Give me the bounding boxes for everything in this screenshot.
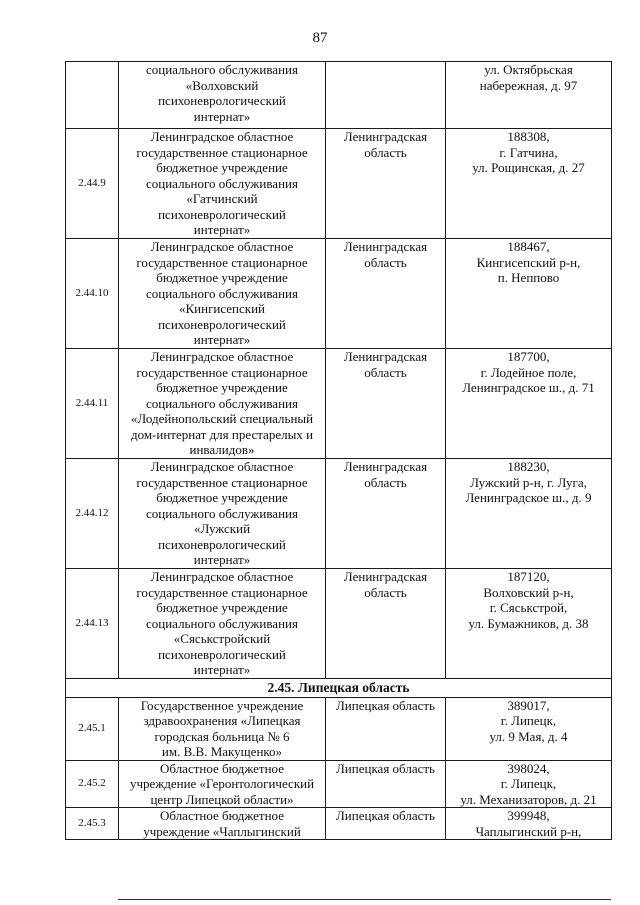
institution-name-line: социального обслуживания bbox=[146, 505, 298, 521]
institution-name-line: «Лужский bbox=[193, 521, 251, 536]
institution-name-line: «Гатчинский bbox=[186, 191, 258, 206]
address-line: 188308, bbox=[507, 129, 550, 144]
row-number: 2.44.13 bbox=[66, 569, 119, 679]
institution-name-line: социального обслуживания bbox=[146, 615, 298, 631]
institution-name bbox=[119, 569, 326, 679]
institution-name-line: Областное бюджетное bbox=[160, 760, 284, 776]
institution-name-line: учреждение «Геронтологический bbox=[129, 776, 315, 791]
institution-name bbox=[119, 239, 326, 349]
region: Ленинградская область bbox=[326, 239, 446, 349]
institution-name-line: Ленинградское областное bbox=[150, 569, 294, 584]
institution-name-line: психоневрологический bbox=[158, 316, 286, 332]
institution-name bbox=[119, 349, 326, 459]
address bbox=[446, 239, 612, 349]
address-line: 399948, bbox=[507, 808, 550, 823]
institution-name-line: городская больница № 6 bbox=[154, 728, 290, 744]
institution-name-line: государственное стационарное bbox=[136, 474, 308, 490]
institutions-table bbox=[65, 61, 612, 840]
institution-name-line: государственное стационарное bbox=[136, 254, 308, 270]
address bbox=[446, 459, 612, 569]
region: Ленинградская область bbox=[326, 129, 446, 239]
institution-name-line: интернат» bbox=[193, 552, 251, 567]
institution-name-line: Ленинградское областное bbox=[150, 349, 294, 364]
address-line: п. Неппово bbox=[497, 270, 560, 285]
row-number bbox=[66, 62, 119, 129]
row-number: 2.44.12 bbox=[66, 459, 119, 569]
institution-name-line: психоневрологический bbox=[158, 536, 286, 552]
page-bottom-rule bbox=[118, 899, 611, 900]
address bbox=[446, 760, 612, 808]
address-line: Кингисепский р-н, bbox=[476, 254, 581, 270]
row-number: 2.44.10 bbox=[66, 239, 119, 349]
institution-name-line: психоневрологический bbox=[158, 93, 286, 108]
row-number: 2.45.3 bbox=[66, 808, 119, 840]
institution-name-line: интернат» bbox=[193, 662, 251, 677]
address-line: 389017, bbox=[507, 697, 550, 713]
institution-name-line: социального обслуживания bbox=[146, 285, 298, 301]
address-line: Волховский р-н, bbox=[483, 584, 574, 600]
institution-name-line: Государственное учреждение bbox=[140, 697, 304, 713]
institution-name-line: бюджетное учреждение bbox=[156, 380, 288, 395]
institution-name-line: интернат» bbox=[193, 332, 251, 347]
address-line: 187120, bbox=[507, 569, 550, 584]
institution-name-line: бюджетное учреждение bbox=[156, 270, 288, 285]
institution-name-line: им. В.В. Макущенко» bbox=[161, 744, 283, 759]
institution-name-line: дом-интернат для престарелых и bbox=[130, 426, 314, 442]
institution-name-line: «Лодейнопольский специальный bbox=[130, 411, 314, 426]
table-row bbox=[66, 349, 612, 459]
address bbox=[446, 808, 612, 840]
institution-name-line: государственное стационарное bbox=[136, 584, 308, 600]
institution-name-line: здравоохранения «Липецкая bbox=[143, 713, 301, 728]
row-number: 2.45.2 bbox=[66, 760, 119, 808]
address-line: ул. Механизаторов, д. 21 bbox=[460, 791, 597, 807]
address-line: Лужский р-н, г. Луга, bbox=[470, 474, 587, 490]
address-line: Ленинградское ш., д. 71 bbox=[462, 380, 595, 395]
institution-name-line: психоневрологический bbox=[158, 206, 286, 222]
institution-name-line: государственное стационарное bbox=[136, 144, 308, 160]
table-row bbox=[66, 760, 612, 808]
address bbox=[446, 569, 612, 679]
address-line: Ленинградское ш., д. 9 bbox=[465, 490, 592, 505]
table-row bbox=[66, 459, 612, 569]
table-row bbox=[66, 808, 612, 840]
address-line: ул. Бумажников, д. 38 bbox=[468, 615, 589, 631]
address bbox=[446, 129, 612, 239]
address-line: г. Липецк, bbox=[500, 776, 557, 791]
region: Липецкая область bbox=[326, 760, 446, 808]
institution-name-line: Ленинградское областное bbox=[150, 459, 294, 474]
table-row bbox=[66, 129, 612, 239]
address-line: Чаплыгинский р-н, bbox=[475, 823, 582, 839]
institution-name-line: «Сяськстройский bbox=[173, 631, 271, 646]
institution-name-line: интернат» bbox=[193, 222, 251, 237]
table-row bbox=[66, 697, 612, 760]
row-number: 2.44.11 bbox=[66, 349, 119, 459]
address bbox=[446, 349, 612, 459]
institution-name-line: бюджетное учреждение bbox=[156, 160, 288, 175]
institution-name-line: социального обслуживания bbox=[146, 175, 298, 191]
institution-name-line: Ленинградское областное bbox=[150, 129, 294, 144]
region: Ленинградская область bbox=[326, 569, 446, 679]
institution-name-line: центр Липецкой области» bbox=[150, 791, 294, 807]
institution-name-line: социального обслуживания bbox=[146, 395, 298, 411]
row-number: 2.44.9 bbox=[66, 129, 119, 239]
address-line: г. Липецк, bbox=[500, 713, 557, 728]
address-line: г. Гатчина, bbox=[499, 144, 558, 160]
row-number: 2.45.1 bbox=[66, 697, 119, 760]
region: Липецкая область bbox=[326, 697, 446, 760]
table-row bbox=[66, 239, 612, 349]
address-line: ул. Рощинская, д. 27 bbox=[472, 160, 585, 175]
institution-name-line: Областное бюджетное bbox=[160, 808, 284, 823]
institution-name bbox=[119, 760, 326, 808]
institution-name-line: психоневрологический bbox=[158, 646, 286, 662]
address-line: 187700, bbox=[507, 349, 550, 364]
region: Липецкая область bbox=[326, 808, 446, 840]
page-number: 87 bbox=[312, 30, 328, 46]
institution-name-line: «Кингисепский bbox=[178, 301, 266, 316]
address bbox=[446, 62, 612, 129]
table-row bbox=[66, 62, 612, 129]
institution-name-line: «Волховский bbox=[185, 77, 259, 93]
institution-name-line: инвалидов» bbox=[189, 442, 255, 457]
region: Ленинградская область bbox=[326, 459, 446, 569]
address-line: ул. 9 Мая, д. 4 bbox=[489, 728, 568, 744]
section-header-row bbox=[66, 679, 612, 698]
institution-name bbox=[119, 62, 326, 129]
table-row bbox=[66, 569, 612, 679]
institution-name-line: социального обслуживания bbox=[146, 62, 298, 77]
institution-name-line: Ленинградское областное bbox=[150, 239, 294, 254]
address-line: 398024, bbox=[507, 760, 550, 776]
institution-name bbox=[119, 129, 326, 239]
region bbox=[326, 62, 446, 129]
institution-name-line: бюджетное учреждение bbox=[156, 490, 288, 505]
address-line: 188467, bbox=[507, 239, 550, 254]
address-line: г. Лодейное поле, bbox=[480, 364, 577, 380]
address-line: ул. Октябрьская bbox=[484, 62, 573, 77]
address-line: г. Сяськстрой, bbox=[489, 600, 568, 615]
address-line: набережная, д. 97 bbox=[479, 77, 578, 93]
address bbox=[446, 697, 612, 760]
institution-name-line: учреждение «Чаплыгинский bbox=[143, 823, 301, 839]
institution-name-line: государственное стационарное bbox=[136, 364, 308, 380]
institution-name bbox=[119, 808, 326, 840]
region: Ленинградская область bbox=[326, 349, 446, 459]
section-header: 2.45. Липецкая область bbox=[66, 679, 612, 698]
institution-name bbox=[119, 459, 326, 569]
institution-name bbox=[119, 697, 326, 760]
institution-name-line: интернат» bbox=[193, 108, 251, 124]
address-line: 188230, bbox=[507, 459, 550, 474]
institution-name-line: бюджетное учреждение bbox=[156, 600, 288, 615]
